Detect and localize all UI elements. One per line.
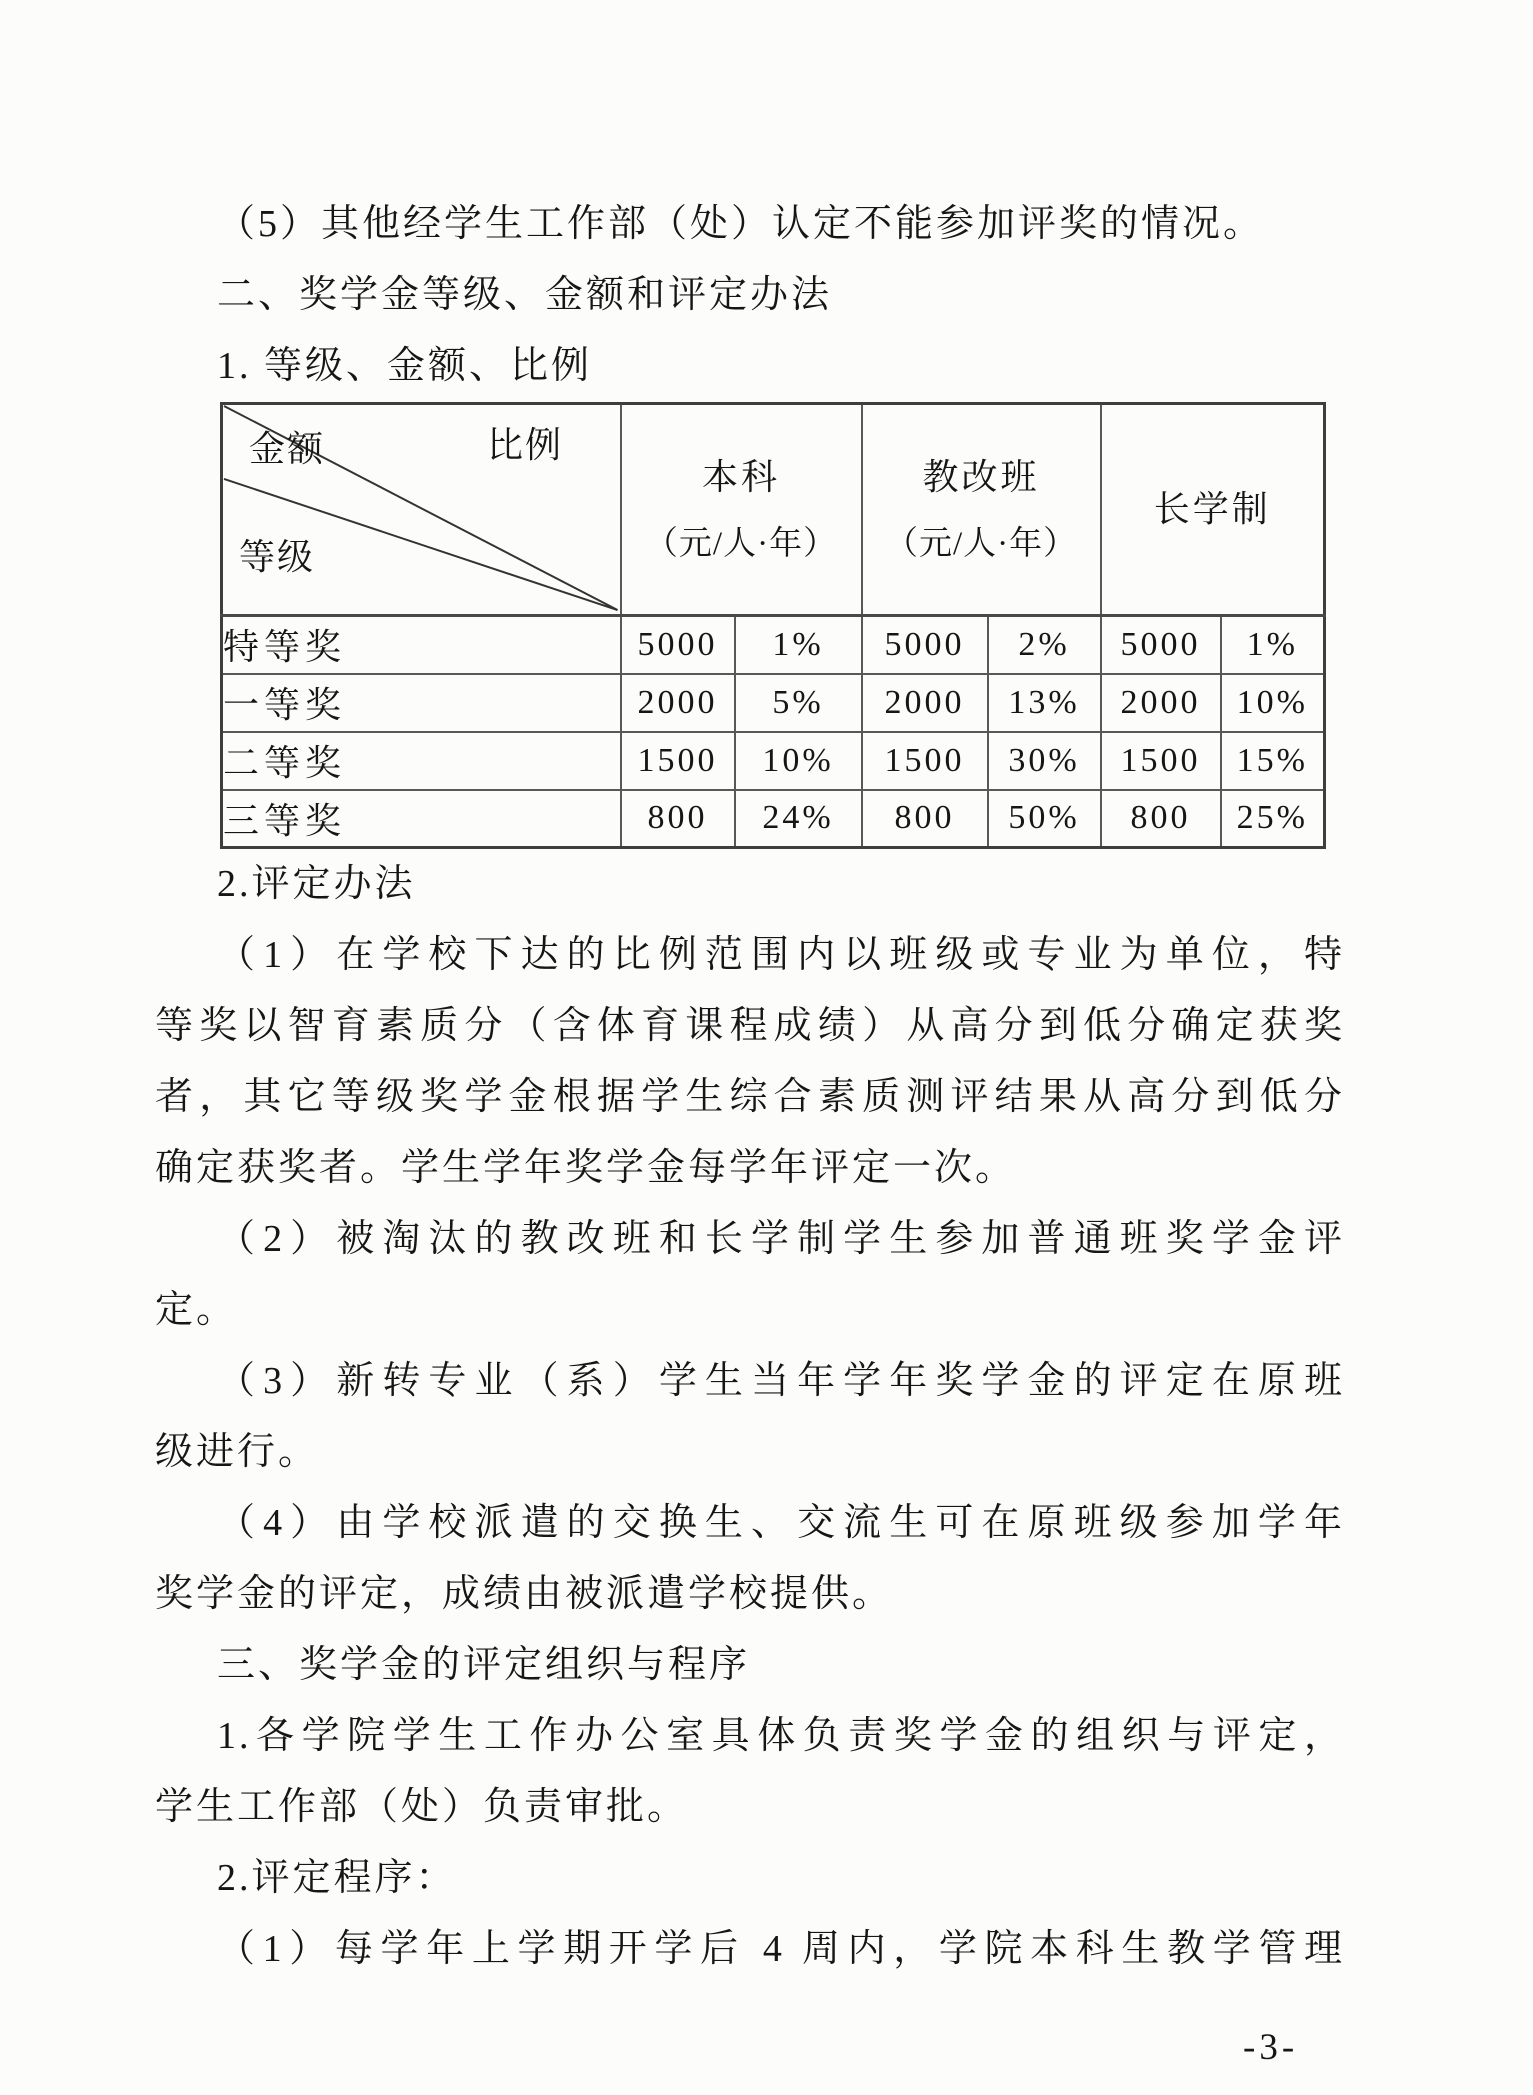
para-method1-line4: 确定获奖者。学生学年奖学金每学年评定一次。 bbox=[155, 1147, 1017, 1189]
ratio-cell: 5% bbox=[735, 674, 862, 732]
table-row-first-award bbox=[222, 674, 1325, 732]
section-heading-organization: 三、奖学金的评定组织与程序 bbox=[217, 1644, 751, 1686]
amount-cell: 800 bbox=[862, 790, 988, 848]
para-method1-line2: 等奖以智育素质分（含体育课程成绩）从高分到低分确定获奖 bbox=[155, 1005, 1345, 1047]
ratio-cell: 1% bbox=[1221, 616, 1325, 674]
column-header-reform-class bbox=[862, 404, 1101, 616]
ratio-cell: 10% bbox=[1221, 674, 1325, 732]
ratio-cell: 50% bbox=[988, 790, 1101, 848]
para-method2-line1: （2）被淘汰的教改班和长学制学生参加普通班奖学金评 bbox=[217, 1218, 1345, 1260]
amount-cell: 2000 bbox=[862, 674, 988, 732]
ratio-cell: 2% bbox=[988, 616, 1101, 674]
ratio-cell: 15% bbox=[1221, 732, 1325, 790]
grade-cell: 二等奖 bbox=[222, 732, 621, 790]
grade-cell: 特等奖 bbox=[222, 616, 621, 674]
grade-cell: 一等奖 bbox=[222, 674, 621, 732]
amount-cell: 5000 bbox=[862, 616, 988, 674]
scholarship-table bbox=[220, 402, 1326, 849]
ratio-cell: 1% bbox=[735, 616, 862, 674]
corner-ratio-label: 比例 bbox=[487, 425, 564, 465]
para-org1-line2: 学生工作部（处）负责审批。 bbox=[155, 1786, 689, 1828]
corner-grade-label: 等级 bbox=[239, 537, 316, 577]
para-method3-line1: （3）新转专业（系）学生当年学年奖学金的评定在原班 bbox=[217, 1360, 1345, 1402]
ratio-cell: 25% bbox=[1221, 790, 1325, 848]
amount-cell: 1500 bbox=[621, 732, 735, 790]
para-method2-line2: 定。 bbox=[155, 1289, 238, 1331]
column-unit: （元/人·年） bbox=[884, 526, 1078, 563]
para-procedure1-line1: （1）每学年上学期开学后 4 周内，学院本科生教学管理 bbox=[217, 1928, 1345, 1970]
para-method1-line1: （1）在学校下达的比例范围内以班级或专业为单位，特 bbox=[217, 934, 1345, 976]
grade-cell: 三等奖 bbox=[222, 790, 621, 848]
table-row-second-award bbox=[222, 732, 1325, 790]
amount-cell: 2000 bbox=[621, 674, 735, 732]
amount-cell: 800 bbox=[1101, 790, 1221, 848]
ratio-cell: 30% bbox=[988, 732, 1101, 790]
section-heading-awards: 二、奖学金等级、金额和评定办法 bbox=[217, 274, 833, 316]
column-title: 本科 bbox=[702, 456, 781, 497]
table-header-row bbox=[222, 404, 1325, 616]
ratio-cell: 13% bbox=[988, 674, 1101, 732]
para-method4-line1: （4）由学校派遣的交换生、交流生可在原班级参加学年 bbox=[217, 1502, 1345, 1544]
amount-cell: 5000 bbox=[621, 616, 735, 674]
subsection-heading-procedure: 2.评定程序： bbox=[217, 1857, 457, 1899]
amount-cell: 1500 bbox=[1101, 732, 1221, 790]
para-method4-line2: 奖学金的评定，成绩由被派遣学校提供。 bbox=[155, 1573, 894, 1615]
table-row-third-award bbox=[222, 790, 1325, 848]
column-header-long-program bbox=[1101, 404, 1325, 616]
document-content bbox=[155, 189, 1345, 1985]
ratio-cell: 10% bbox=[735, 732, 862, 790]
table-caption-line: 1. 等级、金额、比例 bbox=[217, 345, 593, 387]
column-header-undergraduate bbox=[621, 404, 862, 616]
para-org1-line1: 1.各学院学生工作办公室具体负责奖学金的组织与评定， bbox=[217, 1715, 1345, 1757]
table-row-special-award bbox=[222, 616, 1325, 674]
para-method3-line2: 级进行。 bbox=[155, 1431, 320, 1473]
amount-cell: 2000 bbox=[1101, 674, 1221, 732]
page-number: -3- bbox=[1243, 2027, 1299, 2068]
table-corner-header bbox=[222, 404, 621, 616]
ratio-cell: 24% bbox=[735, 790, 862, 848]
column-title: 长学制 bbox=[1153, 488, 1271, 529]
para-method1-line3: 者，其它等级奖学金根据学生综合素质测评结果从高分到低分 bbox=[155, 1076, 1345, 1118]
column-title: 教改班 bbox=[922, 456, 1040, 497]
corner-amount-label: 金额 bbox=[249, 429, 326, 469]
amount-cell: 5000 bbox=[1101, 616, 1221, 674]
column-unit: （元/人·年） bbox=[644, 526, 838, 563]
subsection-heading-evaluation-method: 2.评定办法 bbox=[217, 863, 416, 905]
para-item-5: （5）其他经学生工作部（处）认定不能参加评奖的情况。 bbox=[217, 203, 1265, 245]
amount-cell: 800 bbox=[621, 790, 735, 848]
amount-cell: 1500 bbox=[862, 732, 988, 790]
